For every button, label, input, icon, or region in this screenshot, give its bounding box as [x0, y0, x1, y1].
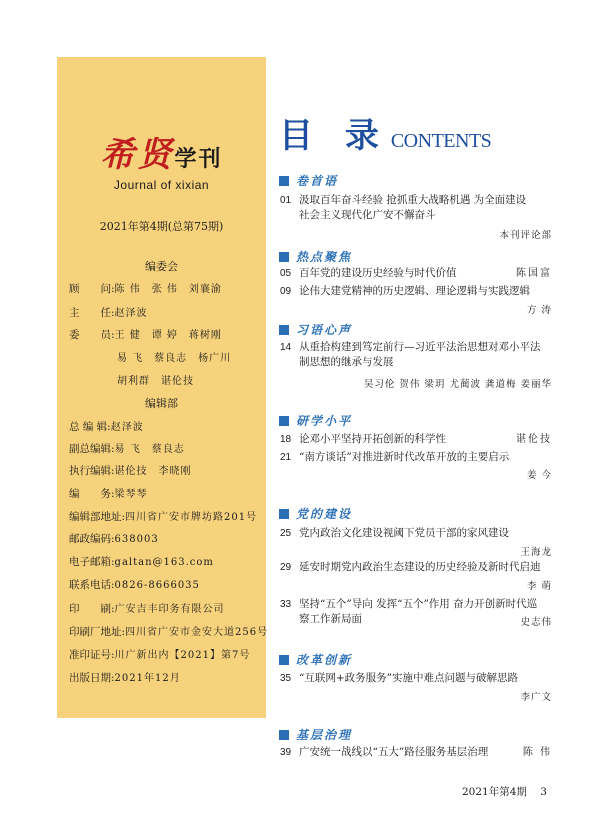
row-value: 广安吉丰印务有限公司	[114, 604, 225, 615]
page-number: 25	[280, 528, 292, 539]
article-title: 百年党的建设历史经验与时代价值	[299, 267, 457, 279]
article-author: 陈国富	[516, 268, 552, 279]
editorial-row	[69, 600, 225, 616]
section-header	[279, 248, 352, 265]
article-title: 党内政治文化建设视阈下党员干部的家风建设	[299, 527, 509, 539]
section-header	[279, 412, 352, 429]
editorial-row	[69, 462, 192, 478]
row-value: 川广新出内【2021】第7号	[114, 650, 251, 661]
page-number: 18	[280, 434, 292, 445]
section-header	[279, 321, 352, 338]
toc-entry[interactable]	[280, 526, 552, 541]
row-label: 出版日期:	[69, 672, 115, 684]
page-number: 35	[280, 673, 292, 684]
page-footer	[462, 784, 547, 799]
row-label: 联系电话:	[69, 579, 115, 591]
editorial-title: 编辑部	[145, 397, 178, 410]
row-value: 0826-8666035	[114, 580, 200, 591]
page-number: 33	[280, 599, 292, 610]
page-number: 05	[280, 268, 292, 279]
footer-issue: 2021年第4期	[462, 786, 527, 798]
square-bullet-icon	[279, 509, 289, 519]
article-title: 论邓小平坚持开拓创新的科学性	[299, 433, 446, 445]
chair-label: 主 任:	[69, 307, 115, 319]
footer-page-number: 3	[540, 786, 547, 798]
masthead-panel	[57, 57, 269, 718]
row-label: 印 刷:	[69, 603, 115, 615]
square-bullet-icon	[279, 655, 289, 665]
article-title-cont: 制思想的继承与发展	[299, 356, 394, 368]
row-label: 准印证号:	[69, 649, 115, 661]
article-title: 坚持“五个”导向 发挥“五个”作用 奋力开创新时代巡	[299, 598, 538, 610]
toc-entry[interactable]	[280, 671, 552, 686]
editorial-row	[69, 554, 214, 569]
row-label: 总 编 辑:	[69, 421, 111, 433]
article-title: “互联网+政务服务”实施中难点问题与破解思路	[299, 672, 519, 684]
row-value: 四川省广安市金安大道256号	[125, 627, 269, 638]
logo-sub: 学刊	[174, 146, 223, 172]
article-title: 汲取百年奋斗经验 抢抓重大战略机遇 为全面建设	[299, 194, 527, 206]
page-number: 21	[280, 452, 292, 463]
article-title-cont: 察工作新局面	[299, 613, 362, 625]
row-value: galtan@163.com	[114, 557, 214, 568]
toc-entry[interactable]	[280, 597, 552, 627]
toc-entry[interactable]	[280, 450, 552, 465]
row-value: 赵泽波	[110, 422, 144, 433]
row-label: 编辑部地址:	[69, 511, 126, 523]
toc-title-cn: 目 录	[279, 116, 389, 156]
article-title: 论伟大建党精神的历史逻辑、理论逻辑与实践逻辑	[299, 285, 530, 297]
section-name: 党的建设	[296, 507, 353, 521]
logo-english: Journal of xixian	[113, 178, 210, 192]
toc-entry[interactable]	[280, 745, 552, 760]
article-author: 王海龙	[520, 547, 552, 558]
square-bullet-icon	[279, 252, 289, 262]
article-author: 陈 伟	[522, 747, 552, 758]
section-header	[279, 172, 338, 189]
section-name: 习语心声	[296, 323, 353, 337]
article-title: 延安时期党内政治生态建设的历史经验及新时代启迪	[299, 561, 541, 573]
square-bullet-icon	[279, 416, 289, 426]
section-header	[279, 505, 352, 522]
page-number: 29	[280, 562, 292, 573]
article-author: 本刊评论部	[499, 230, 552, 241]
article-author: 谌伦技	[516, 434, 552, 445]
logo-main: 希贤	[100, 135, 175, 175]
row-label: 副总编辑:	[69, 443, 115, 455]
article-author: 李 萌	[526, 581, 552, 592]
row-label: 电子邮箱:	[69, 556, 115, 568]
page-number: 09	[280, 286, 292, 297]
toc-entry[interactable]	[280, 284, 552, 299]
row-label: 执行编辑:	[69, 465, 115, 477]
toc-entry[interactable]	[280, 560, 552, 575]
row-label: 邮政编码:	[69, 533, 115, 545]
section-name: 改革创新	[296, 653, 353, 667]
member-row	[69, 326, 222, 342]
row-label: 印刷厂地址:	[69, 626, 126, 638]
members-line-2	[117, 349, 231, 364]
committee-title: 编委会	[145, 260, 178, 273]
section-name: 卷首语	[296, 174, 339, 188]
square-bullet-icon	[279, 325, 289, 335]
editorial-row	[69, 531, 159, 546]
issue-number: 2021年第4期(总第75期)	[99, 220, 224, 233]
editorial-row	[69, 485, 148, 501]
advisor-value: 陈 伟 张 伟 刘襄渝	[114, 284, 222, 295]
journal-logo	[57, 127, 266, 192]
members-line-2-text: 易 飞 蔡良志 杨广川	[117, 353, 232, 364]
members-line-1: 王 健 谭 婷 蒋树刚	[114, 330, 222, 341]
section-name: 热点聚焦	[296, 250, 353, 264]
section-header	[279, 651, 352, 668]
row-value: 638003	[114, 534, 159, 545]
toc-title-en: CONTENTS	[390, 130, 492, 152]
chair-value: 赵泽波	[114, 308, 148, 319]
row-value: 四川省广安市牌坊路201号	[125, 512, 258, 523]
article-author: 史志伟	[520, 617, 552, 628]
editorial-row	[69, 508, 257, 524]
member-label: 委 员:	[69, 329, 115, 341]
editorial-row	[69, 646, 250, 662]
toc-title	[279, 108, 491, 157]
page-number: 01	[280, 195, 292, 206]
row-value: 2021年12月	[114, 673, 181, 684]
editorial-row	[69, 440, 185, 456]
advisor-label: 顾 问:	[69, 283, 115, 295]
article-title: 从重拾构建到笃定前行—习近平法治思想对邓小平法	[299, 341, 541, 353]
editorial-row	[69, 418, 144, 434]
article-author: 姜 今	[526, 470, 552, 481]
editorial-row	[69, 623, 268, 639]
toc-entry[interactable]	[280, 432, 552, 447]
chair-row	[69, 304, 148, 320]
article-title: “南方谈话”对推进新时代改革开放的主要启示	[299, 451, 510, 463]
toc-entry[interactable]	[280, 266, 552, 281]
advisor-row	[69, 280, 222, 296]
section-name: 研学小平	[296, 414, 353, 428]
article-author: 方 涛	[526, 305, 552, 316]
editorial-row	[69, 669, 181, 685]
square-bullet-icon	[279, 176, 289, 186]
editorial-row	[69, 577, 200, 592]
section-header	[279, 726, 352, 743]
row-value: 易 飞 蔡良志	[114, 444, 185, 455]
page-number: 14	[280, 342, 292, 353]
article-author: 吴习伦 贺伟 梁玥 尤蔺波 龚道梅 姜丽华	[363, 379, 552, 390]
row-value: 梁琴琴	[114, 489, 148, 500]
article-author: 李广文	[520, 692, 552, 703]
article-title-cont: 社会主义现代化广安不懈奋斗	[299, 209, 436, 221]
row-value: 谌伦技 李晓刚	[114, 466, 192, 477]
section-name: 基层治理	[296, 728, 353, 742]
members-line-3	[117, 372, 194, 387]
square-bullet-icon	[279, 730, 289, 740]
page-number: 39	[280, 747, 292, 758]
article-title: 广安统一战线以“五大”路径服务基层治理	[299, 746, 489, 758]
toc-entry[interactable]	[280, 340, 552, 370]
members-line-3-text: 胡利群 谌伦技	[117, 376, 194, 387]
row-label: 编 务:	[69, 488, 115, 500]
toc-entry[interactable]	[280, 193, 552, 223]
